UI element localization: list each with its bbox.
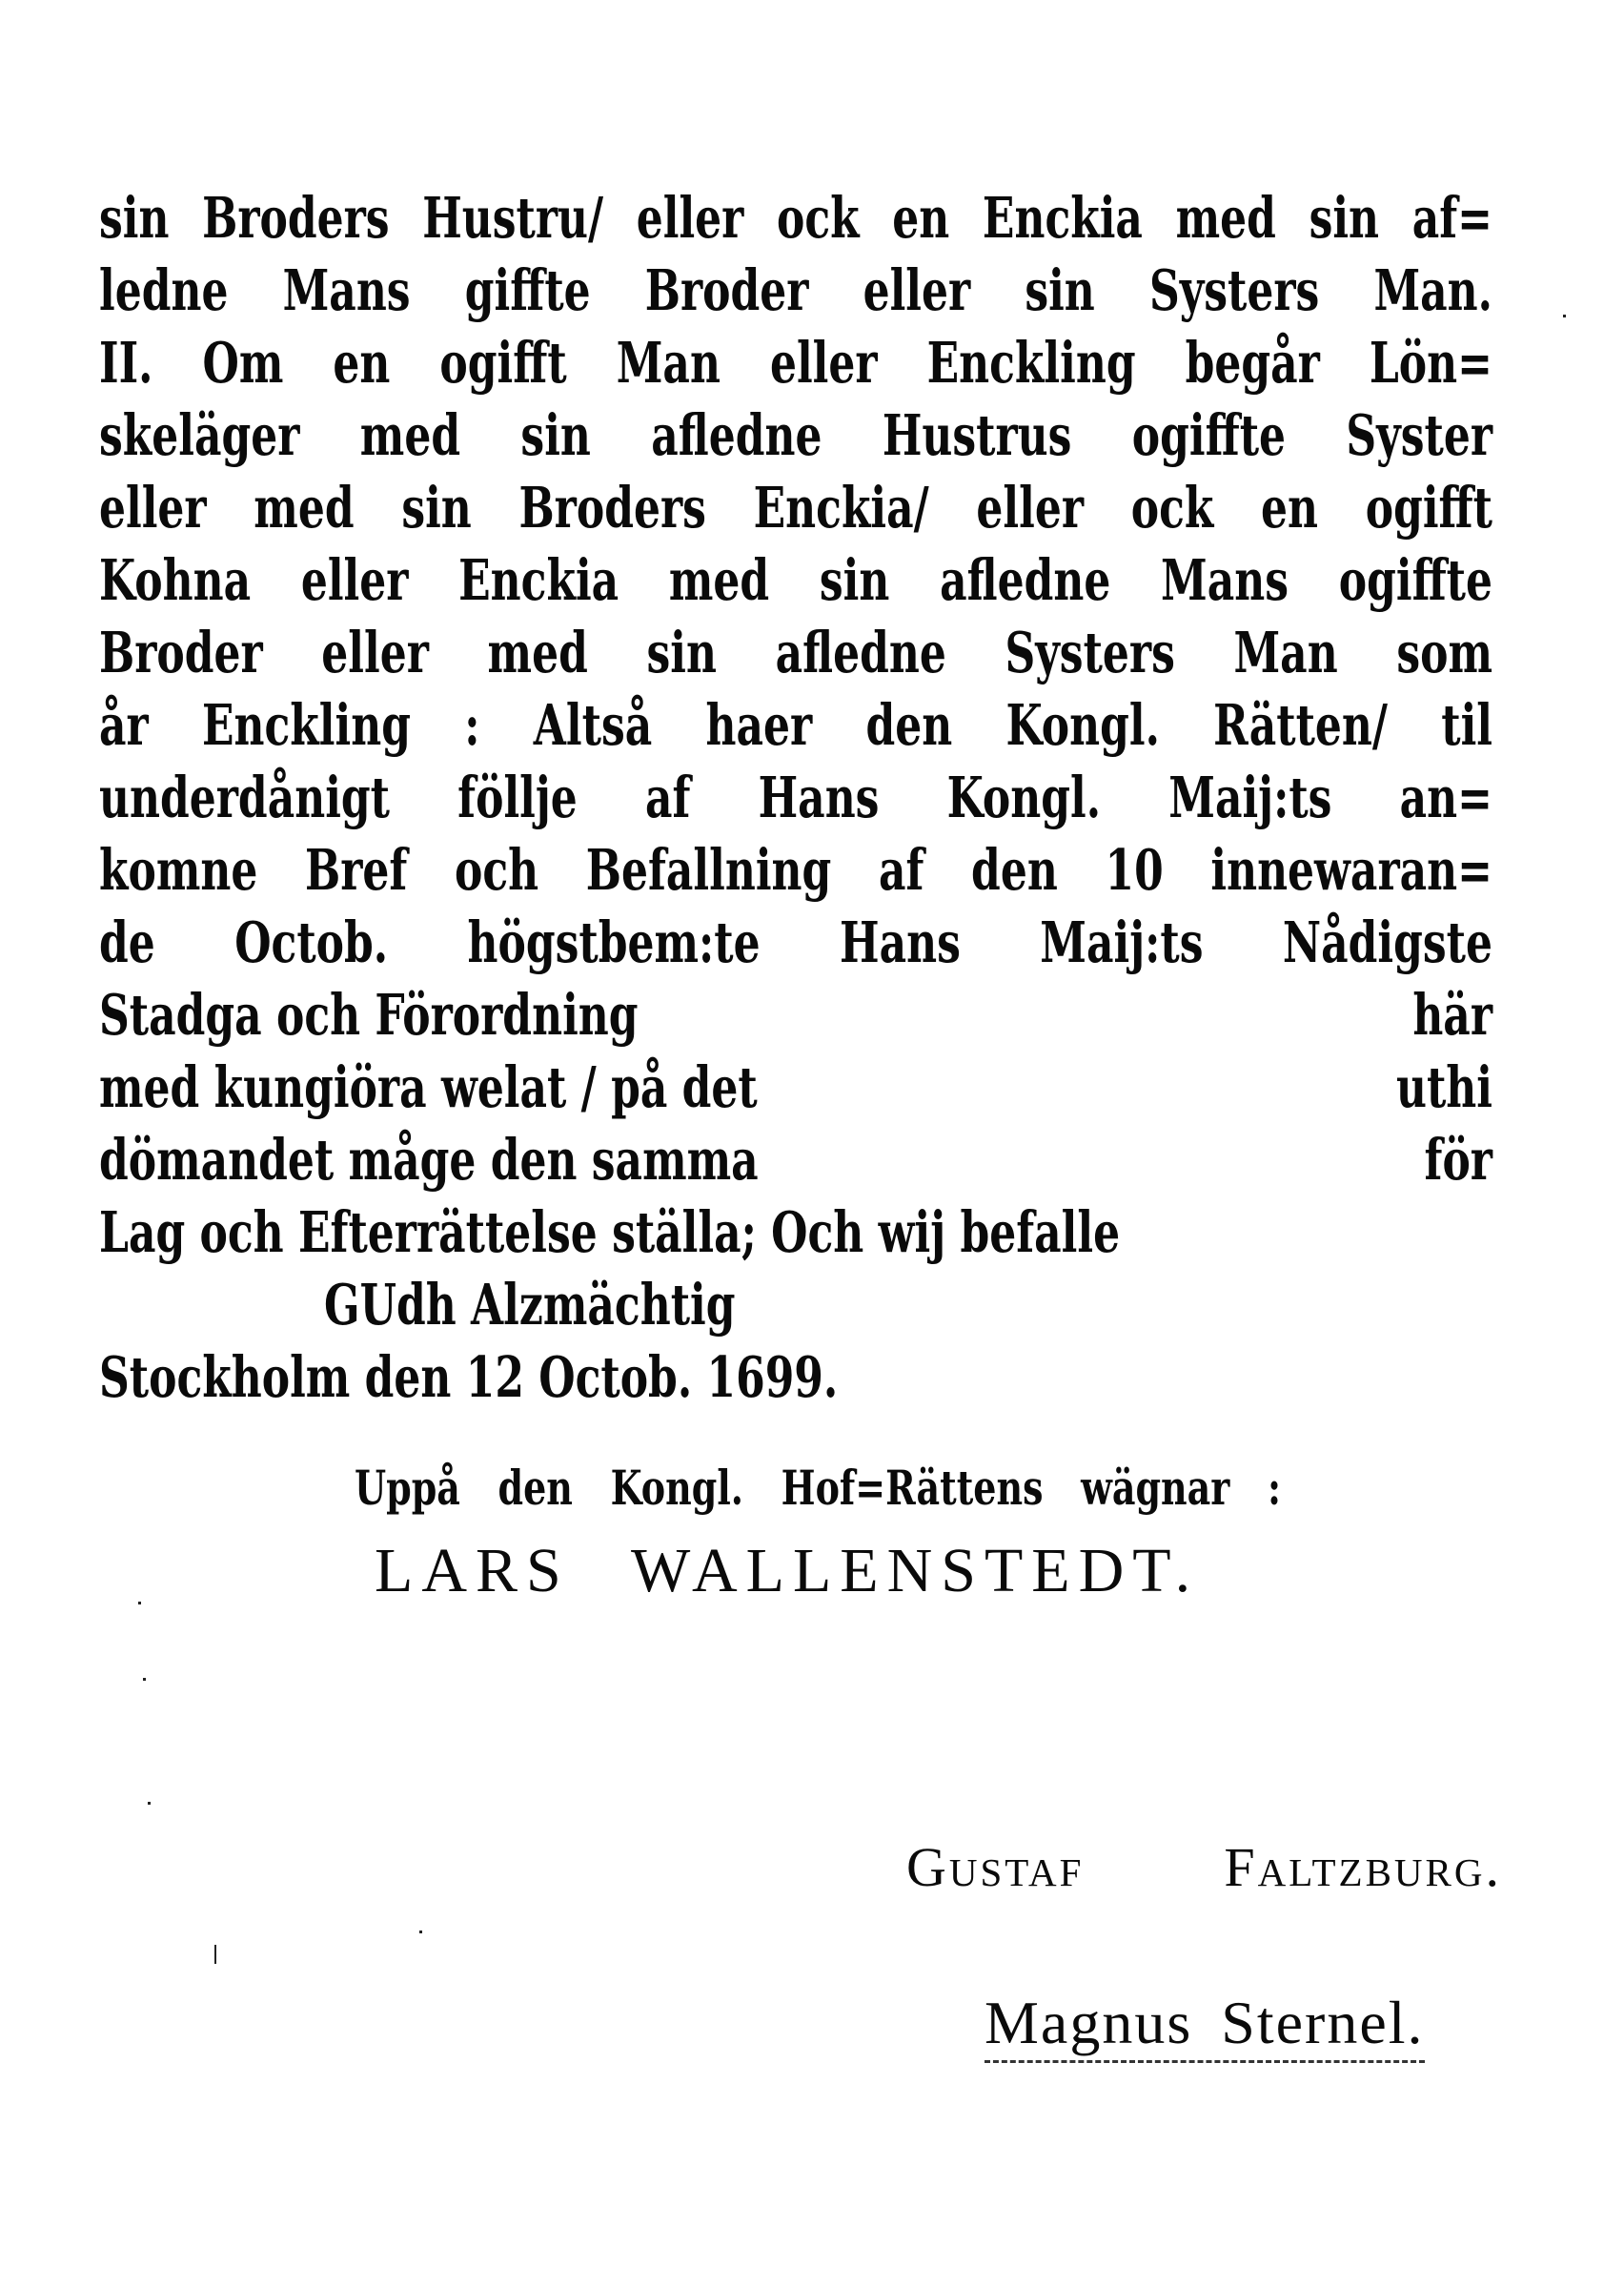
signatory-gustaf [906,1835,1502,1899]
line-right: för [1424,1127,1492,1194]
signatory-magnus: Magnus Sternel. [985,1988,1425,2063]
line-right: här [1412,982,1492,1049]
signatory-first-name: Gustaf [906,1836,1085,1898]
text-line: ledne Mans giffte Broder eller sin Systers Man. [99,257,1492,324]
print-speck [214,1945,216,1964]
text-line: sin Broders Hustru/ eller ock en Enckia med sin af= [99,185,1492,252]
text-line: Kohna eller Enckia med sin afledne Mans ogiffte [99,547,1492,614]
text-line: de Octob. högstbem:te Hans Maij:ts Nådigste [99,909,1492,976]
text-line-invocation: GUdh Alzmächtig [324,1272,736,1338]
signatory-last-name: Faltzburg. [1224,1836,1502,1898]
print-speck [138,1602,141,1604]
line-left: med kungiöra welat / på det [99,1054,758,1121]
line-right: uthi [1395,1054,1492,1121]
print-speck [419,1930,422,1933]
text-line: komne Bref och Befallning af den 10 innewaran= [99,837,1492,904]
text-line: eller med sin Broders Enckia/ eller ock en ogifft [99,475,1492,541]
line-left: Stadga och Förordning [99,982,639,1049]
date-line: Stockholm den 12 Octob. 1699. [99,1344,839,1411]
text-line: Lag och Efterrättelse ställa; Och wij befalle [99,1199,1121,1266]
text-line: II. Om en ogifft Man eller Enckling begår Lön= [99,330,1492,397]
print-speck [143,1678,146,1681]
print-speck [1563,315,1566,317]
line-left: dömandet måge den samma [99,1127,759,1194]
text-line: underdånigt föllje af Hans Kongl. Maij:ts an= [99,765,1492,831]
print-speck [148,1802,151,1805]
on-behalf-line: Uppå den Kongl. Hof=Rättens wägnar : [355,1460,1281,1516]
text-line: skeläger med sin afledne Hustrus ogiffte Syster [99,402,1492,469]
document-body [99,183,1492,1415]
text-line: år Enckling : Altså haer den Kongl. Rätten/ til [99,692,1492,759]
signatory-main: LARS WALLENSTEDT. [375,1536,1200,1605]
text-line: Broder eller med sin afledne Systers Man som [99,620,1492,686]
